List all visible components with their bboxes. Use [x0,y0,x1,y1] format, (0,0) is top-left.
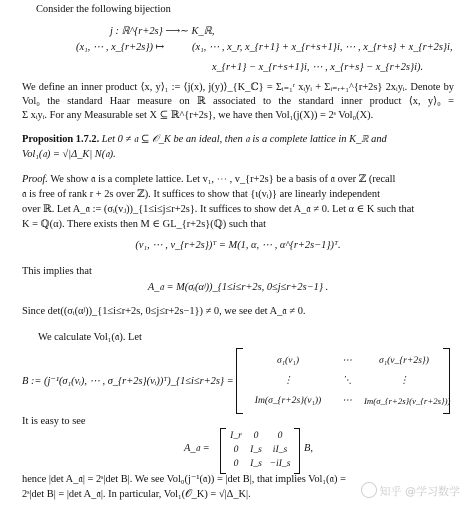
inner-product-line-1: We define an inner product ⟨x, y⟩₁ := ⟨j(x), j(y)⟩_{K_ℂ} = Σᵢ₌₁ʳ xᵢyᵢ + Σᵢ₌ᵣ₊₁^{r+2s} 2xᵢyᵢ. Denote by [22,82,454,93]
b-matrix [236,348,454,414]
b-matrix-row-2 [246,371,444,391]
bijection-image-line-2: x_{r+1} − x_{r+s+1}i, ⋯ , x_{r+s} − x_{r+2s}i). [212,62,424,73]
proof-text-1: We show 𝔞 is a complete lattice. Let v₁, ⋯ , v_{r+2s} be a basis of 𝔞 over ℤ (recall [50,174,396,185]
hence-line-1: hence |det A_𝔞| = 2ˢ|det B|. We see Vol₀(j⁻¹(𝔞)) = |det B|, that implies Vol₁(𝔞) = [22,474,346,485]
aa-matrix-right-paren [294,428,300,474]
b-cell: ⋮ [399,375,409,386]
aa-matrix-row-3 [226,457,294,471]
equation-basis: (v₁, ⋯ , v_{r+2s})ᵀ = M(1, α, ⋯ , α^{r+2s−1})ᵀ. [135,240,341,251]
b-cell: ⋯ [342,355,352,366]
inner-product-line-2: Vol₀ the standard Haar measure on ℝ associated to the standard inner product ⟨x, y⟩₀ = [22,96,454,107]
since-text: Since det((σᵢ(αʲ))_{1≤i≤r+2s, 0≤j≤r+2s−1}) ≠ 0, we see det A_𝔞 ≠ 0. [22,306,306,317]
aa-lhs: A_𝔞 = [184,443,210,454]
inner-product-line-3: Σ xᵢyᵢ. For any Measurable set X ⊆ ℝ^{r+2s}, we have then Vol₁(j(X)) = 2ˢ Vol₀(X). [22,110,374,121]
easy-text: It is easy to see [22,416,86,427]
b-matrix-row-1 [246,351,444,371]
proof-text-2: 𝔞 is free of rank r + 2s over ℤ). It suffices to show that {ι(vᵢ)} are linearly independent [22,189,380,200]
intro-text: Consider the following bijection [36,4,171,15]
b-cell: Im(σ_{r+2s}(v₁)) [254,395,322,406]
proposition-line-1 [22,134,454,146]
aa-cell: 0 [253,430,259,441]
implies-text: This implies that [22,266,92,277]
b-cell: Im(σ_{r+2s}(v_{r+2s})) [364,396,451,406]
b-cell: σ₁(v_{r+2s}) [379,355,429,366]
calculate-text: We calculate Vol₁(𝔞). Let [38,332,142,343]
b-definition: B := (j⁻¹(σ₁(vᵢ), ⋯ , σ_{r+2s}(vᵢ))ᵀ)_{1≤i≤r+2s} = [22,376,234,387]
proposition-statement-1: Let 0 ≠ 𝔞 ⊆ 𝒪_K be an ideal, then 𝔞 is a complete lattice in K_ℝ and [101,134,387,145]
equation-a-matrix: A_𝔞 = M(σᵢ(αʲ))_{1≤i≤r+2s, 0≤j≤r+2s−1} . [147,282,329,293]
watermark-logo-icon [361,482,377,498]
aa-matrix-row-1 [226,429,294,443]
bijection-domain: (x₁, ⋯ , x_{r+2s}) ↦ [76,42,165,53]
hence-line-2: 2ˢ|det B| = |det A_𝔞|. In particular, Vol₁(𝒪_K) = √|Δ_K|. [22,489,251,500]
proof-line-1 [22,174,454,186]
aa-rhs: B, [304,443,313,454]
aa-cell: iI_s [272,444,288,455]
aa-cell: 0 [277,430,283,441]
aa-cell: −iI_s [269,458,291,469]
b-cell: ⋯ [342,395,352,406]
b-cell: ⋮ [283,375,293,386]
proposition-statement-2: Vol₁(𝔞) = √|Δ_K| N(𝔞). [22,149,116,160]
aa-matrix-row-2 [226,443,294,457]
b-cell: ⋱ [342,375,352,386]
aa-cell: 0 [233,444,239,455]
watermark [358,482,461,499]
proposition-label: Proposition 1.7.2. [22,134,100,145]
aa-cell: I_s [250,458,262,469]
proof-label: Proof. [22,174,48,185]
b-matrix-left-paren [236,348,243,414]
watermark-text: 知乎 @学习数学 [379,485,460,498]
proof-text-3: over ℝ. Let A_𝔞 := (σᵢ(vⱼ))_{1≤i≤j≤r+2s}. It suffices to show det A_𝔞 ≠ 0. Let α ∈ K such that [22,204,415,215]
aa-cell: 0 [233,458,239,469]
proof-text-4: K = ℚ(α). There exists then M ∈ GL_{r+2s}(ℚ) such that [22,219,267,230]
aa-matrix [220,428,300,474]
aa-cell: I_r [230,430,242,441]
bijection-line-1: j : ℝ^{r+2s} ⟶∼ K_ℝ, [110,26,215,37]
b-matrix-row-3 [246,391,451,411]
aa-cell: I_s [250,444,262,455]
bijection-image-line-1: (x₁, ⋯ , x_r, x_{r+1} + x_{r+s+1}i, ⋯ , x_{r+s} + x_{r+2s}i, [192,42,453,53]
b-cell: σ₁(v₁) [276,355,300,366]
